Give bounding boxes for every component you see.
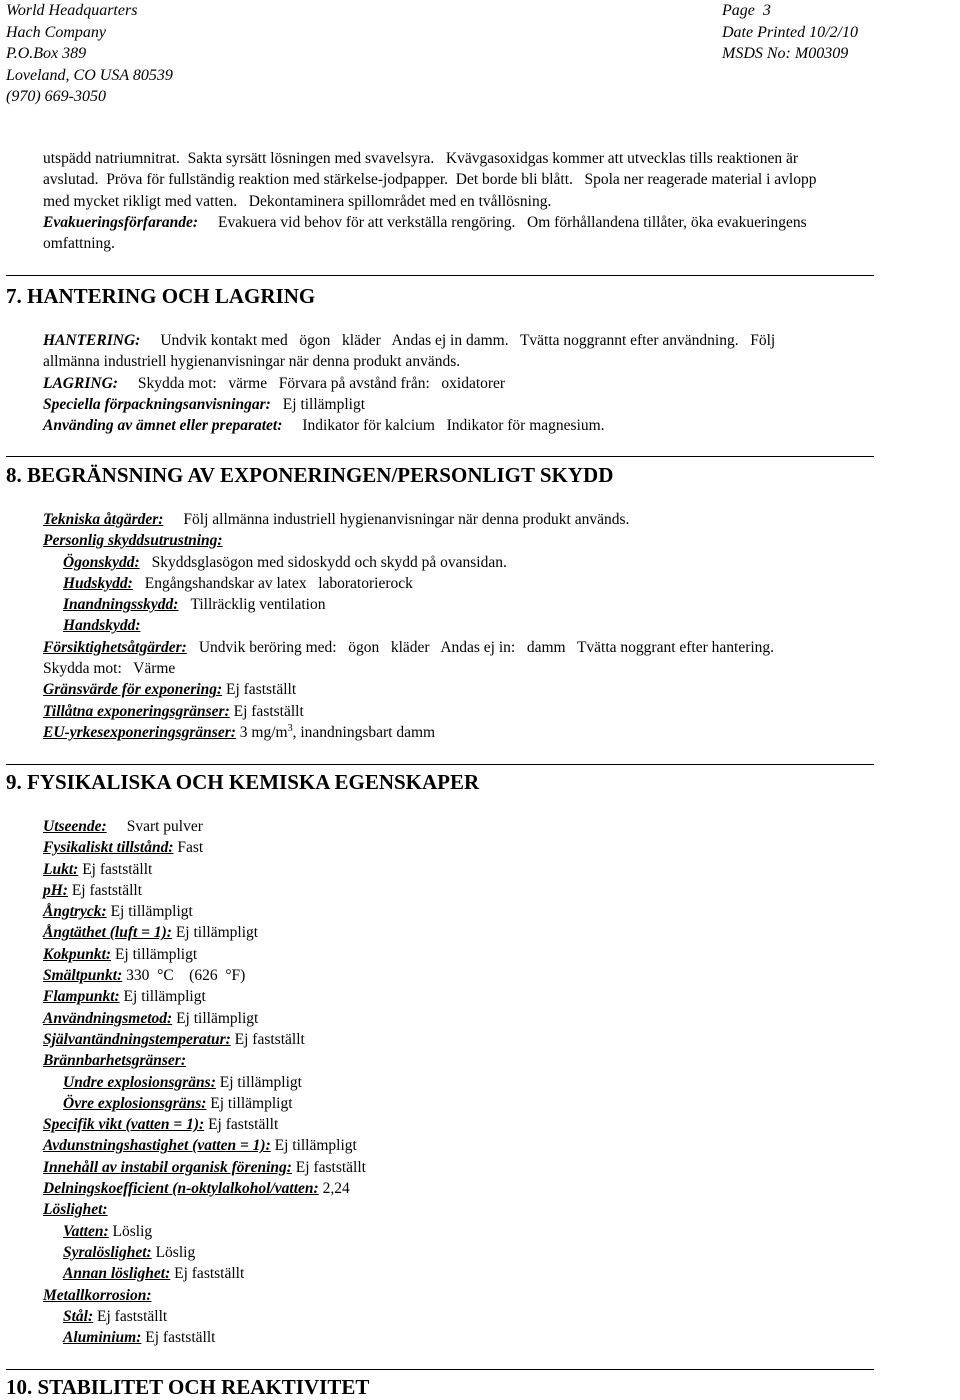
corrosion-label: Metallkorrosion: [43, 1286, 152, 1304]
upper-explosion-value: Ej tillämpligt [210, 1094, 293, 1112]
ppe-row [43, 530, 955, 551]
eu-limit-exponent: 3 [287, 722, 293, 734]
acid-solubility-label: Syralöslighet: [63, 1243, 152, 1261]
storage-text: Skydda mot: värme Förvara på avstånd från: oxidatorer [137, 374, 506, 392]
eu-limit-value-rest: , inandningsbart damm [292, 723, 436, 741]
state-value: Fast [177, 839, 204, 857]
lower-explosion-value: Ej tillämpligt [219, 1073, 302, 1091]
handling-text: Undvik kontakt med ögon kläder Andas ej in damm. Tvätta noggrannt efter användning. Följ [160, 332, 776, 349]
steel-row [43, 1306, 955, 1327]
skin-row [43, 573, 955, 594]
ppe-label: Personlig skyddsutrustning: [43, 532, 223, 550]
water-solubility-value: Löslig [112, 1222, 153, 1240]
method-row [43, 1008, 955, 1029]
skin-label: Hudskydd: [63, 574, 133, 592]
ph-row [43, 880, 955, 901]
solubility-row [43, 1199, 955, 1220]
tech-row [43, 509, 955, 530]
method-value: Ej tillämpligt [176, 1009, 259, 1027]
msds-number: MSDS No: M00309 [722, 45, 849, 62]
other-solubility-row [43, 1263, 955, 1284]
appearance-row [43, 816, 955, 837]
odor-label: Lukt: [43, 860, 79, 878]
packaging-row [43, 394, 955, 415]
allowed-limit-value: Ej fastställt [233, 702, 304, 720]
voc-label: Innehåll av instabil organisk förening: [43, 1158, 292, 1176]
melting-point-label: Smältpunkt: [43, 967, 123, 985]
exposure-limit-label: Gränsvärde för exponering: [43, 681, 223, 699]
vapor-pressure-row [43, 901, 955, 922]
exposure-limit-value: Ej fastställt [226, 681, 297, 699]
hand-row [43, 615, 955, 636]
exposure-limit-row [43, 679, 955, 700]
boiling-point-value: Ej tillämpligt [114, 945, 198, 963]
boiling-point-row [43, 944, 955, 965]
voc-value: Ej fastställt [295, 1158, 366, 1176]
evaporation-label: Avdunstningshastighet (vatten = 1): [43, 1137, 271, 1155]
partition-row [43, 1178, 955, 1199]
address-line: P.O.Box 389 [6, 45, 87, 62]
odor-row [43, 859, 955, 880]
section-7-body [43, 330, 955, 436]
melting-point-row [43, 965, 955, 986]
acid-solubility-value: Löslig [155, 1243, 196, 1261]
evacuation-label: Evakueringsförfarande: [43, 213, 199, 231]
document-info [722, 0, 858, 65]
appearance-value: Svart pulver [126, 818, 203, 835]
evacuation-row [43, 212, 955, 233]
odor-value: Ej fastställt [82, 860, 153, 878]
corrosion-row [43, 1285, 955, 1306]
section-divider [6, 275, 874, 276]
eu-limit-value: 3 mg/m [239, 723, 288, 741]
section-8-title: 8. BEGRÄNSNING AV EXPONERINGEN/PERSONLIGT SKYDD [6, 463, 614, 487]
upper-explosion-row [43, 1093, 955, 1114]
section-8-body [43, 509, 955, 743]
evacuation-text-cont: omfattning. [43, 235, 115, 253]
eye-row [43, 552, 955, 573]
vapor-density-row [43, 922, 955, 943]
tech-value: Följ allmänna industriell hygienanvisningar när denna produkt används. [183, 511, 630, 528]
vapor-density-value: Ej tillämpligt [175, 924, 259, 942]
packaging-value: Ej tillämpligt [282, 395, 366, 413]
section-divider [6, 456, 874, 457]
appearance-label: Utseende: [43, 818, 107, 835]
precautions-label: Försiktighetsåtgärder: [43, 638, 187, 656]
use-row [43, 415, 955, 436]
eu-limit-label: EU-yrkesexponeringsgränser: [43, 723, 236, 741]
packaging-label: Speciella förpackningsanvisningar: [43, 395, 271, 413]
other-solubility-value: Ej fastställt [174, 1265, 245, 1283]
storage-row [43, 373, 955, 394]
inhalation-value: Tillräcklig ventilation [190, 596, 326, 614]
protect-row: Skydda mot: Värme [43, 660, 176, 678]
acid-solubility-row [43, 1242, 955, 1263]
page-number: Page 3 [722, 2, 771, 19]
aluminium-row [43, 1327, 955, 1348]
state-row [43, 837, 955, 858]
storage-label: LAGRING: [43, 374, 118, 392]
handling-label: HANTERING: [43, 332, 141, 349]
water-solubility-row [43, 1221, 955, 1242]
date-printed: Date Printed 10/2/10 [722, 23, 858, 41]
flash-point-value: Ej tillämpligt [123, 988, 206, 1006]
evaporation-value: Ej tillämpligt [274, 1137, 357, 1155]
specific-gravity-value: Ej fastställt [208, 1116, 279, 1134]
address-line: World Headquarters [6, 2, 138, 19]
precautions-row [43, 637, 955, 658]
aluminium-value: Ej fastställt [145, 1329, 216, 1347]
evacuation-text: Evakuera vid behov för att verkställa rengöring. Om förhållandena tillåter, öka evakueringens [218, 213, 807, 231]
autoignition-label: Självantändningstemperatur: [43, 1030, 231, 1048]
partition-value: 2,24 [322, 1180, 350, 1198]
partition-label: Delningskoefficient (n-oktylalkohol/vatten: [43, 1180, 319, 1198]
handling-text-cont: allmänna industriell hygienanvisningar när denna produkt används. [43, 353, 461, 371]
autoignition-row [43, 1029, 955, 1050]
aluminium-label: Aluminium: [63, 1329, 142, 1347]
eye-label: Ögonskydd: [63, 553, 140, 571]
other-solubility-label: Annan löslighet: [63, 1265, 171, 1283]
skin-value: Engångshandskar av latex laboratorierock [144, 574, 413, 592]
flammability-label: Brännbarhetsgränser: [43, 1052, 186, 1070]
section-7-title: 7. HANTERING OCH LAGRING [6, 284, 316, 308]
lower-explosion-label: Undre explosionsgräns: [63, 1073, 216, 1091]
allowed-limit-label: Tillåtna exponeringsgränser: [43, 702, 230, 720]
intro-line: utspädd natriumnitrat. Sakta syrsätt lösningen med svavelsyra. Kvävgasoxidgas kommer att utvecklas tills reaktionen är [43, 150, 799, 167]
state-label: Fysikaliskt tillstånd: [43, 839, 174, 857]
section-10-title: 10. STABILITET OCH REAKTIVITET [6, 1375, 370, 1399]
intro-text [43, 148, 955, 254]
voc-row [43, 1157, 955, 1178]
section-9-body [43, 816, 955, 1348]
inhalation-row [43, 594, 955, 615]
handling-row [43, 330, 955, 351]
melting-point-value: 330 °C (626 °F) [126, 967, 246, 985]
vapor-density-label: Ångtäthet (luft = 1): [43, 924, 172, 942]
water-solubility-label: Vatten: [63, 1222, 109, 1240]
section-9-title: 9. FYSIKALISKA OCH KEMISKA EGENSKAPER [6, 770, 480, 794]
ph-label: pH: [43, 881, 68, 899]
company-address [6, 0, 173, 108]
intro-line: med mycket rikligt med vatten. Dekontaminera spillområdet med en tvållösning. [43, 192, 552, 210]
use-value: Indikator för kalcium Indikator för magnesium. [302, 417, 605, 435]
evaporation-row [43, 1135, 955, 1156]
section-divider [6, 1369, 874, 1370]
section-divider [6, 764, 874, 765]
specific-gravity-row [43, 1114, 955, 1135]
eye-value: Skyddsglasögon med sidoskydd och skydd på ovansidan. [151, 553, 507, 571]
address-line: Loveland, CO USA 80539 [6, 66, 173, 84]
specific-gravity-label: Specifik vikt (vatten = 1): [43, 1116, 205, 1134]
flash-point-row [43, 986, 955, 1007]
eu-limit-row [43, 722, 955, 743]
address-line: Hach Company [6, 23, 106, 41]
flash-point-label: Flampunkt: [43, 988, 120, 1006]
steel-value: Ej fastställt [97, 1307, 168, 1325]
hand-label: Handskydd: [63, 617, 141, 635]
address-line: (970) 669-3050 [6, 88, 106, 105]
boiling-point-label: Kokpunkt: [43, 945, 112, 963]
vapor-pressure-value: Ej tillämpligt [110, 903, 193, 921]
intro-line: avslutad. Pröva för fullständig reaktion med stärkelse-jodpapper. Det borde bli blått. Spola ner reagerade material i avlopp [43, 171, 817, 189]
solubility-label: Löslighet: [43, 1201, 108, 1219]
vapor-pressure-label: Ångtryck: [43, 903, 107, 921]
autoignition-value: Ej fastställt [234, 1030, 305, 1048]
flammability-row [43, 1050, 955, 1071]
method-label: Användningsmetod: [43, 1009, 173, 1027]
lower-explosion-row [43, 1072, 955, 1093]
allowed-limit-row [43, 701, 955, 722]
steel-label: Stål: [63, 1307, 94, 1325]
ph-value: Ej fastställt [71, 881, 143, 899]
use-label: Använding av ämnet eller preparatet: [43, 417, 283, 435]
tech-label: Tekniska åtgärder: [43, 511, 164, 528]
upper-explosion-label: Övre explosionsgräns: [63, 1094, 207, 1112]
inhalation-label: Inandningsskydd: [63, 596, 179, 614]
precautions-value: Undvik beröring med: ögon kläder Andas ej in: damm Tvätta noggrant efter hantering. [198, 638, 775, 656]
